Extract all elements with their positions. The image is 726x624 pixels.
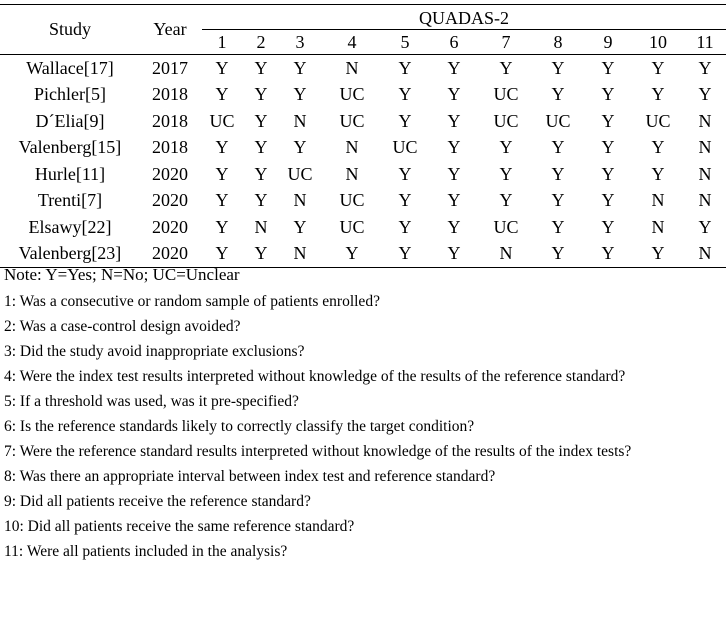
rating-cell: Y bbox=[382, 241, 428, 268]
table-row bbox=[0, 82, 726, 109]
rating-cell: N bbox=[278, 241, 322, 268]
year-cell: 2017 bbox=[152, 57, 188, 78]
rating-cell: Y bbox=[584, 241, 632, 268]
table-row bbox=[0, 214, 726, 241]
rating-cell: Y bbox=[447, 110, 461, 131]
year-header: Year bbox=[140, 5, 200, 55]
table-header bbox=[0, 5, 726, 55]
year-cell: 2020 bbox=[152, 190, 188, 211]
rating-cell: Y bbox=[601, 163, 615, 184]
rating-cell: N bbox=[480, 241, 532, 268]
rating-cell: Y bbox=[651, 84, 665, 105]
item-column-header: 6 bbox=[449, 31, 459, 52]
item-column-header: 2 bbox=[256, 31, 266, 52]
rating-cell: Y bbox=[499, 57, 513, 78]
questions-list bbox=[4, 290, 722, 563]
rating-cell: Y bbox=[398, 84, 412, 105]
rating-cell: Y bbox=[651, 137, 665, 158]
year-cell: 2018 bbox=[152, 137, 188, 158]
table-row bbox=[0, 108, 726, 135]
rating-cell: Y bbox=[601, 190, 615, 211]
rating-cell: N bbox=[698, 110, 712, 131]
table-row bbox=[0, 135, 726, 162]
rating-cell: UC bbox=[339, 110, 365, 131]
rating-cell: Y bbox=[254, 137, 268, 158]
rating-cell: Y bbox=[651, 163, 665, 184]
rating-cell: Y bbox=[254, 190, 268, 211]
item-column-header: 1 bbox=[217, 31, 227, 52]
rating-cell: Y bbox=[428, 241, 480, 268]
rating-cell: Y bbox=[601, 57, 615, 78]
rating-cell: N bbox=[698, 163, 712, 184]
rating-cell: Y bbox=[215, 57, 229, 78]
rating-cell: N bbox=[651, 190, 665, 211]
question-note: 9: Did all patients receive the reference standard? bbox=[4, 493, 311, 510]
question-note: 11: Were all patients included in the analysis? bbox=[4, 543, 288, 560]
rating-cell: N bbox=[345, 137, 359, 158]
rating-cell: Y bbox=[293, 216, 307, 237]
rating-cell: UC bbox=[493, 84, 519, 105]
question-note: 7: Were the reference standard results interpreted without knowledge of the results of the index tests? bbox=[4, 443, 632, 460]
rating-cell: Y bbox=[398, 57, 412, 78]
rating-cell: Y bbox=[532, 241, 584, 268]
rating-cell: UC bbox=[545, 110, 571, 131]
quadas-table bbox=[0, 4, 726, 268]
rating-cell: Y bbox=[254, 110, 268, 131]
question-note: 5: If a threshold was used, was it pre-specified? bbox=[4, 393, 299, 410]
rating-cell: Y bbox=[601, 84, 615, 105]
rating-cell: N bbox=[651, 216, 665, 237]
study-cell: Wallace[17] bbox=[26, 57, 114, 78]
item-column-header: 11 bbox=[696, 31, 714, 52]
rating-cell: N bbox=[345, 57, 359, 78]
rating-cell: UC bbox=[645, 110, 671, 131]
rating-cell: UC bbox=[339, 216, 365, 237]
rating-cell: N bbox=[345, 163, 359, 184]
rating-cell: Y bbox=[499, 163, 513, 184]
rating-cell: Y bbox=[499, 190, 513, 211]
rating-cell: Y bbox=[698, 84, 712, 105]
study-cell: Hurle[11] bbox=[34, 163, 106, 184]
rating-cell: UC bbox=[493, 110, 519, 131]
study-cell: Valenberg[23] bbox=[0, 241, 140, 268]
rating-cell: UC bbox=[209, 110, 235, 131]
rating-cell: Y bbox=[698, 216, 712, 237]
rating-cell: Y bbox=[398, 190, 412, 211]
question-note: 6: Is the reference standards likely to correctly classify the target condition? bbox=[4, 418, 475, 435]
rating-cell: Y bbox=[215, 163, 229, 184]
year-cell: 2020 bbox=[152, 216, 188, 237]
rating-cell: N bbox=[254, 216, 268, 237]
rating-cell: Y bbox=[698, 57, 712, 78]
rating-cell: Y bbox=[254, 163, 268, 184]
study-header: Study bbox=[0, 5, 140, 55]
rating-cell: Y bbox=[551, 163, 565, 184]
table-row bbox=[0, 55, 726, 82]
rating-cell: Y bbox=[254, 84, 268, 105]
rating-cell: Y bbox=[601, 110, 615, 131]
notes-section bbox=[4, 263, 722, 565]
rating-cell: N bbox=[293, 190, 307, 211]
study-cell: Pichler[5] bbox=[34, 84, 106, 105]
item-column-header: 3 bbox=[295, 31, 305, 52]
study-cell: Elsawy[22] bbox=[28, 216, 112, 237]
question-note: 4: Were the index test results interpreted without knowledge of the results of the reference standard? bbox=[4, 368, 626, 385]
rating-cell: Y bbox=[398, 216, 412, 237]
rating-cell: Y bbox=[200, 241, 244, 268]
rating-cell: Y bbox=[447, 190, 461, 211]
item-column-header: 8 bbox=[553, 31, 563, 52]
rating-cell: Y bbox=[215, 190, 229, 211]
rating-cell: UC bbox=[339, 190, 365, 211]
rating-cell: N bbox=[698, 137, 712, 158]
rating-cell: Y bbox=[551, 137, 565, 158]
rating-cell: Y bbox=[254, 57, 268, 78]
quadas-header-label: QUADAS-2 bbox=[202, 8, 726, 30]
rating-cell: N bbox=[698, 190, 712, 211]
rating-cell: Y bbox=[551, 57, 565, 78]
rating-cell: Y bbox=[215, 84, 229, 105]
rating-cell: Y bbox=[499, 137, 513, 158]
question-note: 1: Was a consecutive or random sample of patients enrolled? bbox=[4, 293, 380, 310]
rating-cell: Y bbox=[398, 163, 412, 184]
rating-cell: Y bbox=[551, 216, 565, 237]
question-note: 10: Did all patients receive the same reference standard? bbox=[4, 518, 355, 535]
question-note: 3: Did the study avoid inappropriate exclusions? bbox=[4, 343, 305, 360]
table-row bbox=[0, 188, 726, 215]
rating-cell: Y bbox=[601, 216, 615, 237]
year-cell: 2020 bbox=[140, 241, 200, 268]
rating-cell: N bbox=[684, 241, 726, 268]
study-cell: Valenberg[15] bbox=[18, 137, 122, 158]
rating-cell: Y bbox=[551, 190, 565, 211]
legend-note: Note: Y=Yes; N=No; UC=Unclear bbox=[4, 265, 240, 284]
item-column-header: 4 bbox=[347, 31, 357, 52]
rating-cell: UC bbox=[339, 84, 365, 105]
rating-cell: Y bbox=[447, 84, 461, 105]
rating-cell: Y bbox=[447, 216, 461, 237]
rating-cell: Y bbox=[601, 137, 615, 158]
item-column-header: 5 bbox=[400, 31, 410, 52]
study-cell: D´Elia[9] bbox=[35, 110, 105, 131]
rating-cell: Y bbox=[447, 57, 461, 78]
rating-cell: Y bbox=[293, 57, 307, 78]
table-body bbox=[0, 55, 726, 268]
year-cell: 2018 bbox=[152, 84, 188, 105]
rating-cell: Y bbox=[398, 110, 412, 131]
rating-cell: Y bbox=[447, 163, 461, 184]
question-note: 8: Was there an appropriate interval between index test and reference standard? bbox=[4, 468, 496, 485]
rating-cell: Y bbox=[447, 137, 461, 158]
rating-cell: UC bbox=[392, 137, 418, 158]
rating-cell: UC bbox=[493, 216, 519, 237]
rating-cell: N bbox=[293, 110, 307, 131]
rating-cell: Y bbox=[651, 57, 665, 78]
rating-cell: Y bbox=[551, 84, 565, 105]
question-note: 2: Was a case-control design avoided? bbox=[4, 318, 241, 335]
rating-cell: Y bbox=[322, 241, 382, 268]
rating-cell: Y bbox=[215, 137, 229, 158]
rating-cell: Y bbox=[632, 241, 684, 268]
rating-cell: Y bbox=[215, 216, 229, 237]
item-column-header: 7 bbox=[501, 31, 511, 52]
table-row bbox=[0, 161, 726, 188]
rating-cell: UC bbox=[287, 163, 313, 184]
study-cell: Trenti[7] bbox=[37, 190, 103, 211]
rating-cell: Y bbox=[293, 137, 307, 158]
rating-cell: Y bbox=[244, 241, 278, 268]
year-cell: 2020 bbox=[152, 163, 188, 184]
item-column-header: 10 bbox=[649, 31, 667, 52]
quadas-header bbox=[200, 5, 726, 31]
item-column-header: 9 bbox=[603, 31, 613, 52]
year-cell: 2018 bbox=[152, 110, 188, 131]
rating-cell: Y bbox=[293, 84, 307, 105]
